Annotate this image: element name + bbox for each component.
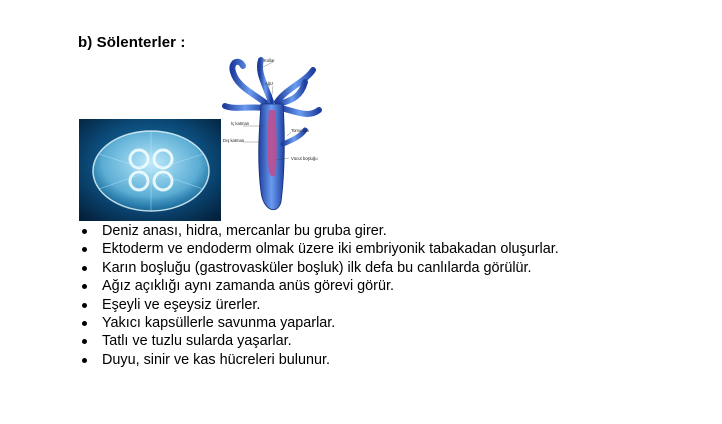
label-kollar: Kollar	[264, 58, 275, 63]
list-item: Karın boşluğu (gastrovasküler boşluk) ilk defa bu canlılarda görülür.	[82, 259, 559, 277]
label-dis-katman: Dış katman	[223, 138, 245, 143]
list-item: Yakıcı kapsüllerle savunma yaparlar.	[82, 314, 559, 332]
fact-list	[82, 222, 559, 369]
bullet-icon	[82, 339, 87, 344]
bullet-icon	[82, 358, 87, 363]
label-tomurcuk: Tomurcuk	[291, 128, 310, 133]
bullet-icon	[82, 266, 87, 271]
bullet-icon	[82, 247, 87, 252]
bullet-icon	[82, 303, 87, 308]
bullet-icon	[82, 284, 87, 289]
list-item: Ağız açıklığı aynı zamanda anüs görevi görür.	[82, 277, 559, 295]
bullet-icon	[82, 321, 87, 326]
bullet-icon	[82, 229, 87, 234]
section-heading: b) Sölenterler :	[78, 34, 186, 51]
list-item: Eşeyli ve eşeysiz ürerler.	[82, 296, 559, 314]
jellyfish-image	[79, 119, 221, 221]
hydra-diagram	[221, 52, 325, 220]
list-item: Deniz anası, hidra, mercanlar bu gruba girer.	[82, 222, 559, 240]
list-item: Tatlı ve tuzlu sularda yaşarlar.	[82, 332, 559, 350]
list-item: Ektoderm ve endoderm olmak üzere iki embriyonik tabakadan oluşurlar.	[82, 240, 559, 258]
list-item: Duyu, sinir ve kas hücreleri bulunur.	[82, 351, 559, 369]
label-ic-katman: İç katman	[231, 121, 250, 126]
label-vucut-boslugu: Vücut boşluğu	[291, 156, 318, 161]
label-agiz: Ağız	[265, 81, 274, 86]
